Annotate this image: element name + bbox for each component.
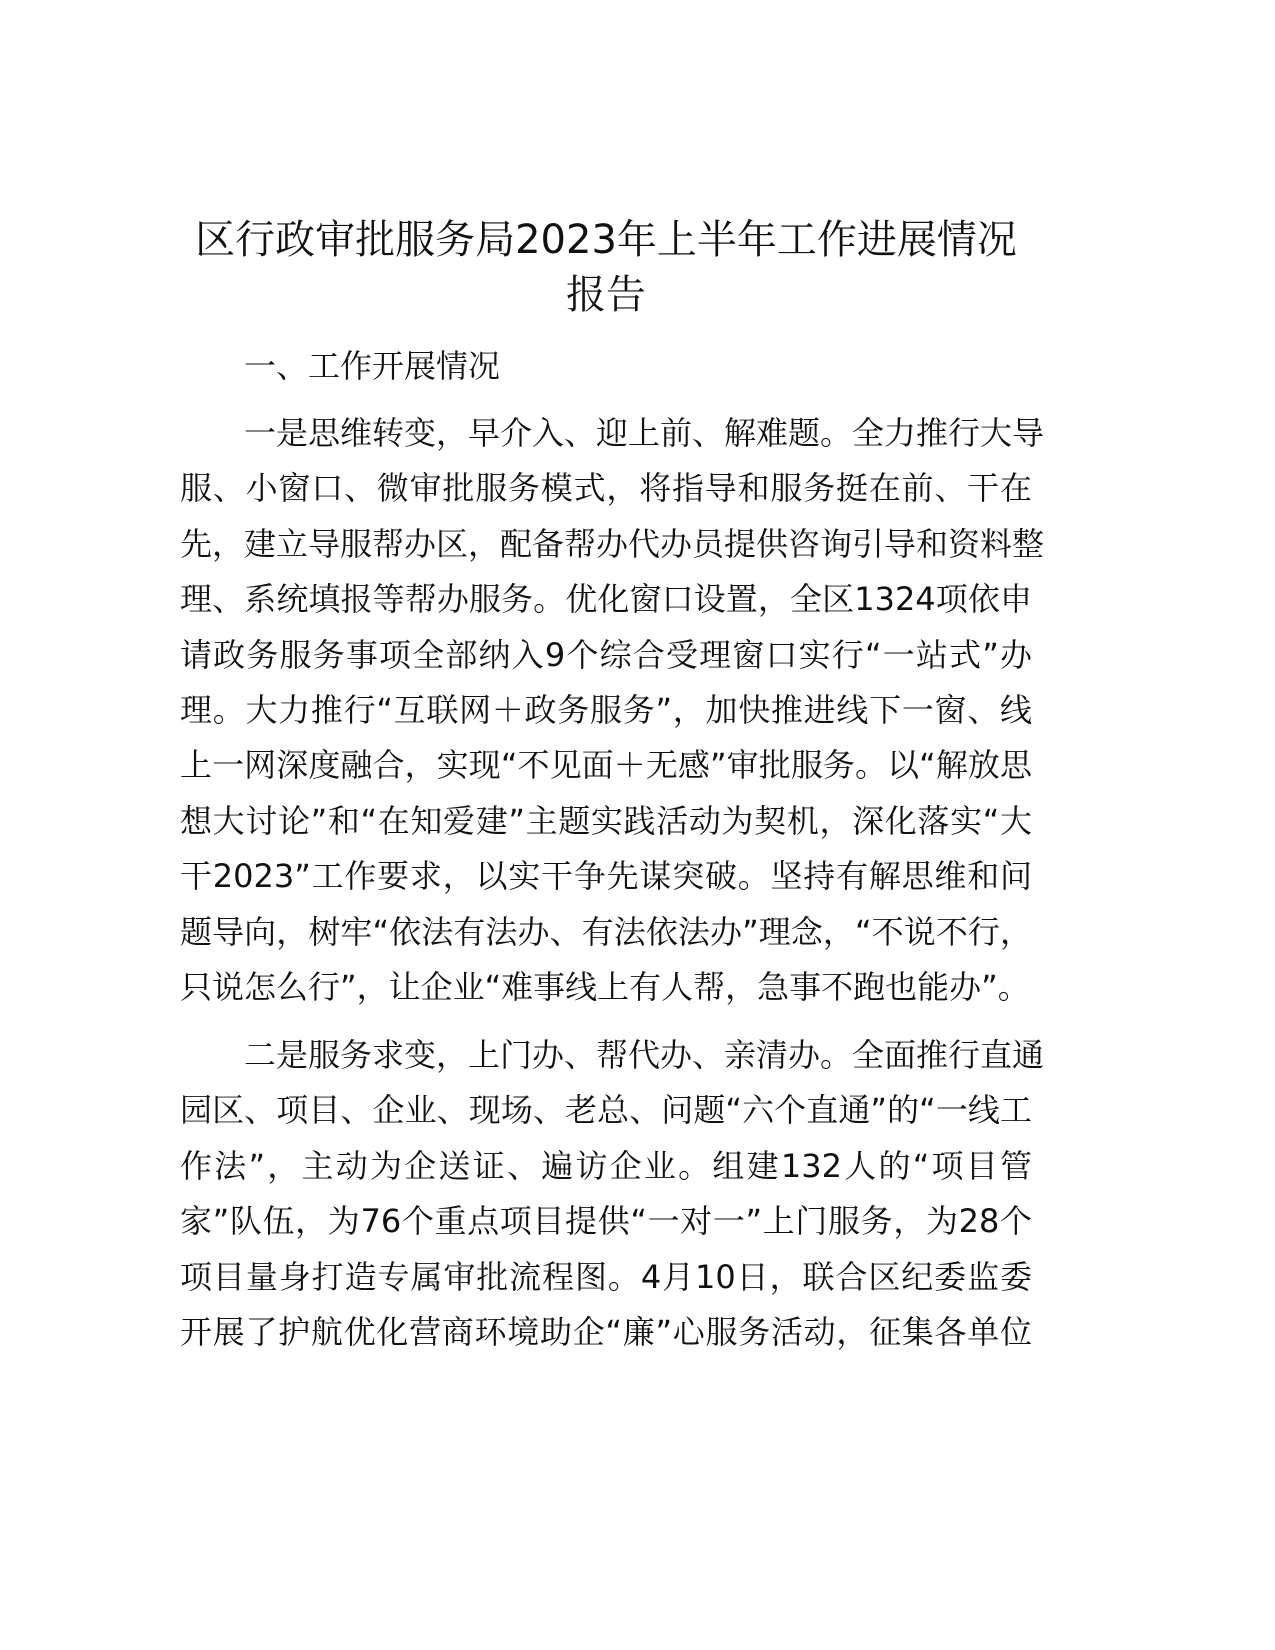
paragraph-line: 作法”，主动为企送证、遍访企业。组建132人的“项目管 [180,1146,1032,1185]
document-title-line-2: 报告 [566,272,646,318]
document-title-line-1: 区行政审批服务局2023年上半年工作进展情况 [195,217,1017,263]
paragraph-line: 二是服务求变，上门办、帮代办、亲清办。全面推行直通 [244,1036,1045,1074]
paragraph-line: 家”队伍，为76个重点项目提供“一对一”上门服务，为28个 [180,1202,1032,1241]
paragraph-line: 园区、项目、企业、现场、老总、问题“六个直通”的“一线工 [180,1091,1032,1130]
paragraph-line: 干2023”工作要求，以实干争先谋突破。坚持有解思维和问 [180,857,1032,896]
paragraph-line: 服、小窗口、微审批服务模式，将指导和服务挺在前、干在 [180,469,1032,508]
paragraph-line: 先，建立导服帮办区，配备帮办代办员提供咨询引导和资料整 [180,524,1045,563]
paragraph-line: 题导向，树牢“依法有法办、有法依法办”理念，“不说不行， [180,912,1032,951]
paragraph-line: 理、系统填报等帮办服务。优化窗口设置，全区1324项依申 [180,580,1032,619]
paragraph-line: 项目量身打造专属审批流程图。4月10日，联合区纪委监委 [180,1257,1032,1296]
paragraph-line: 只说怎么行”，让企业“难事线上有人帮，急事不跑也能办”。 [180,968,1030,1006]
paragraph-line: 开展了护航优化营商环境助企“廉”心服务活动，征集各单位 [180,1313,1032,1351]
paragraph-line: 想大讨论”和“在知爱建”主题实践活动为契机，深化落实“大 [180,801,1032,840]
paragraph-line: 一是思维转变，早介入、迎上前、解难题。全力推行大导 [244,414,1045,452]
paragraph-line: 上一网深度融合，实现“不见面＋无感”审批服务。以“解放思 [180,746,1032,785]
paragraph-line: 请政务服务事项全部纳入9个综合受理窗口实行“一站式”办 [180,635,1032,674]
paragraph-line: 理。大力推行“互联网＋政务服务”，加快推进线下一窗、线 [180,691,1032,729]
section-heading: 一、工作开展情况 [244,347,501,385]
